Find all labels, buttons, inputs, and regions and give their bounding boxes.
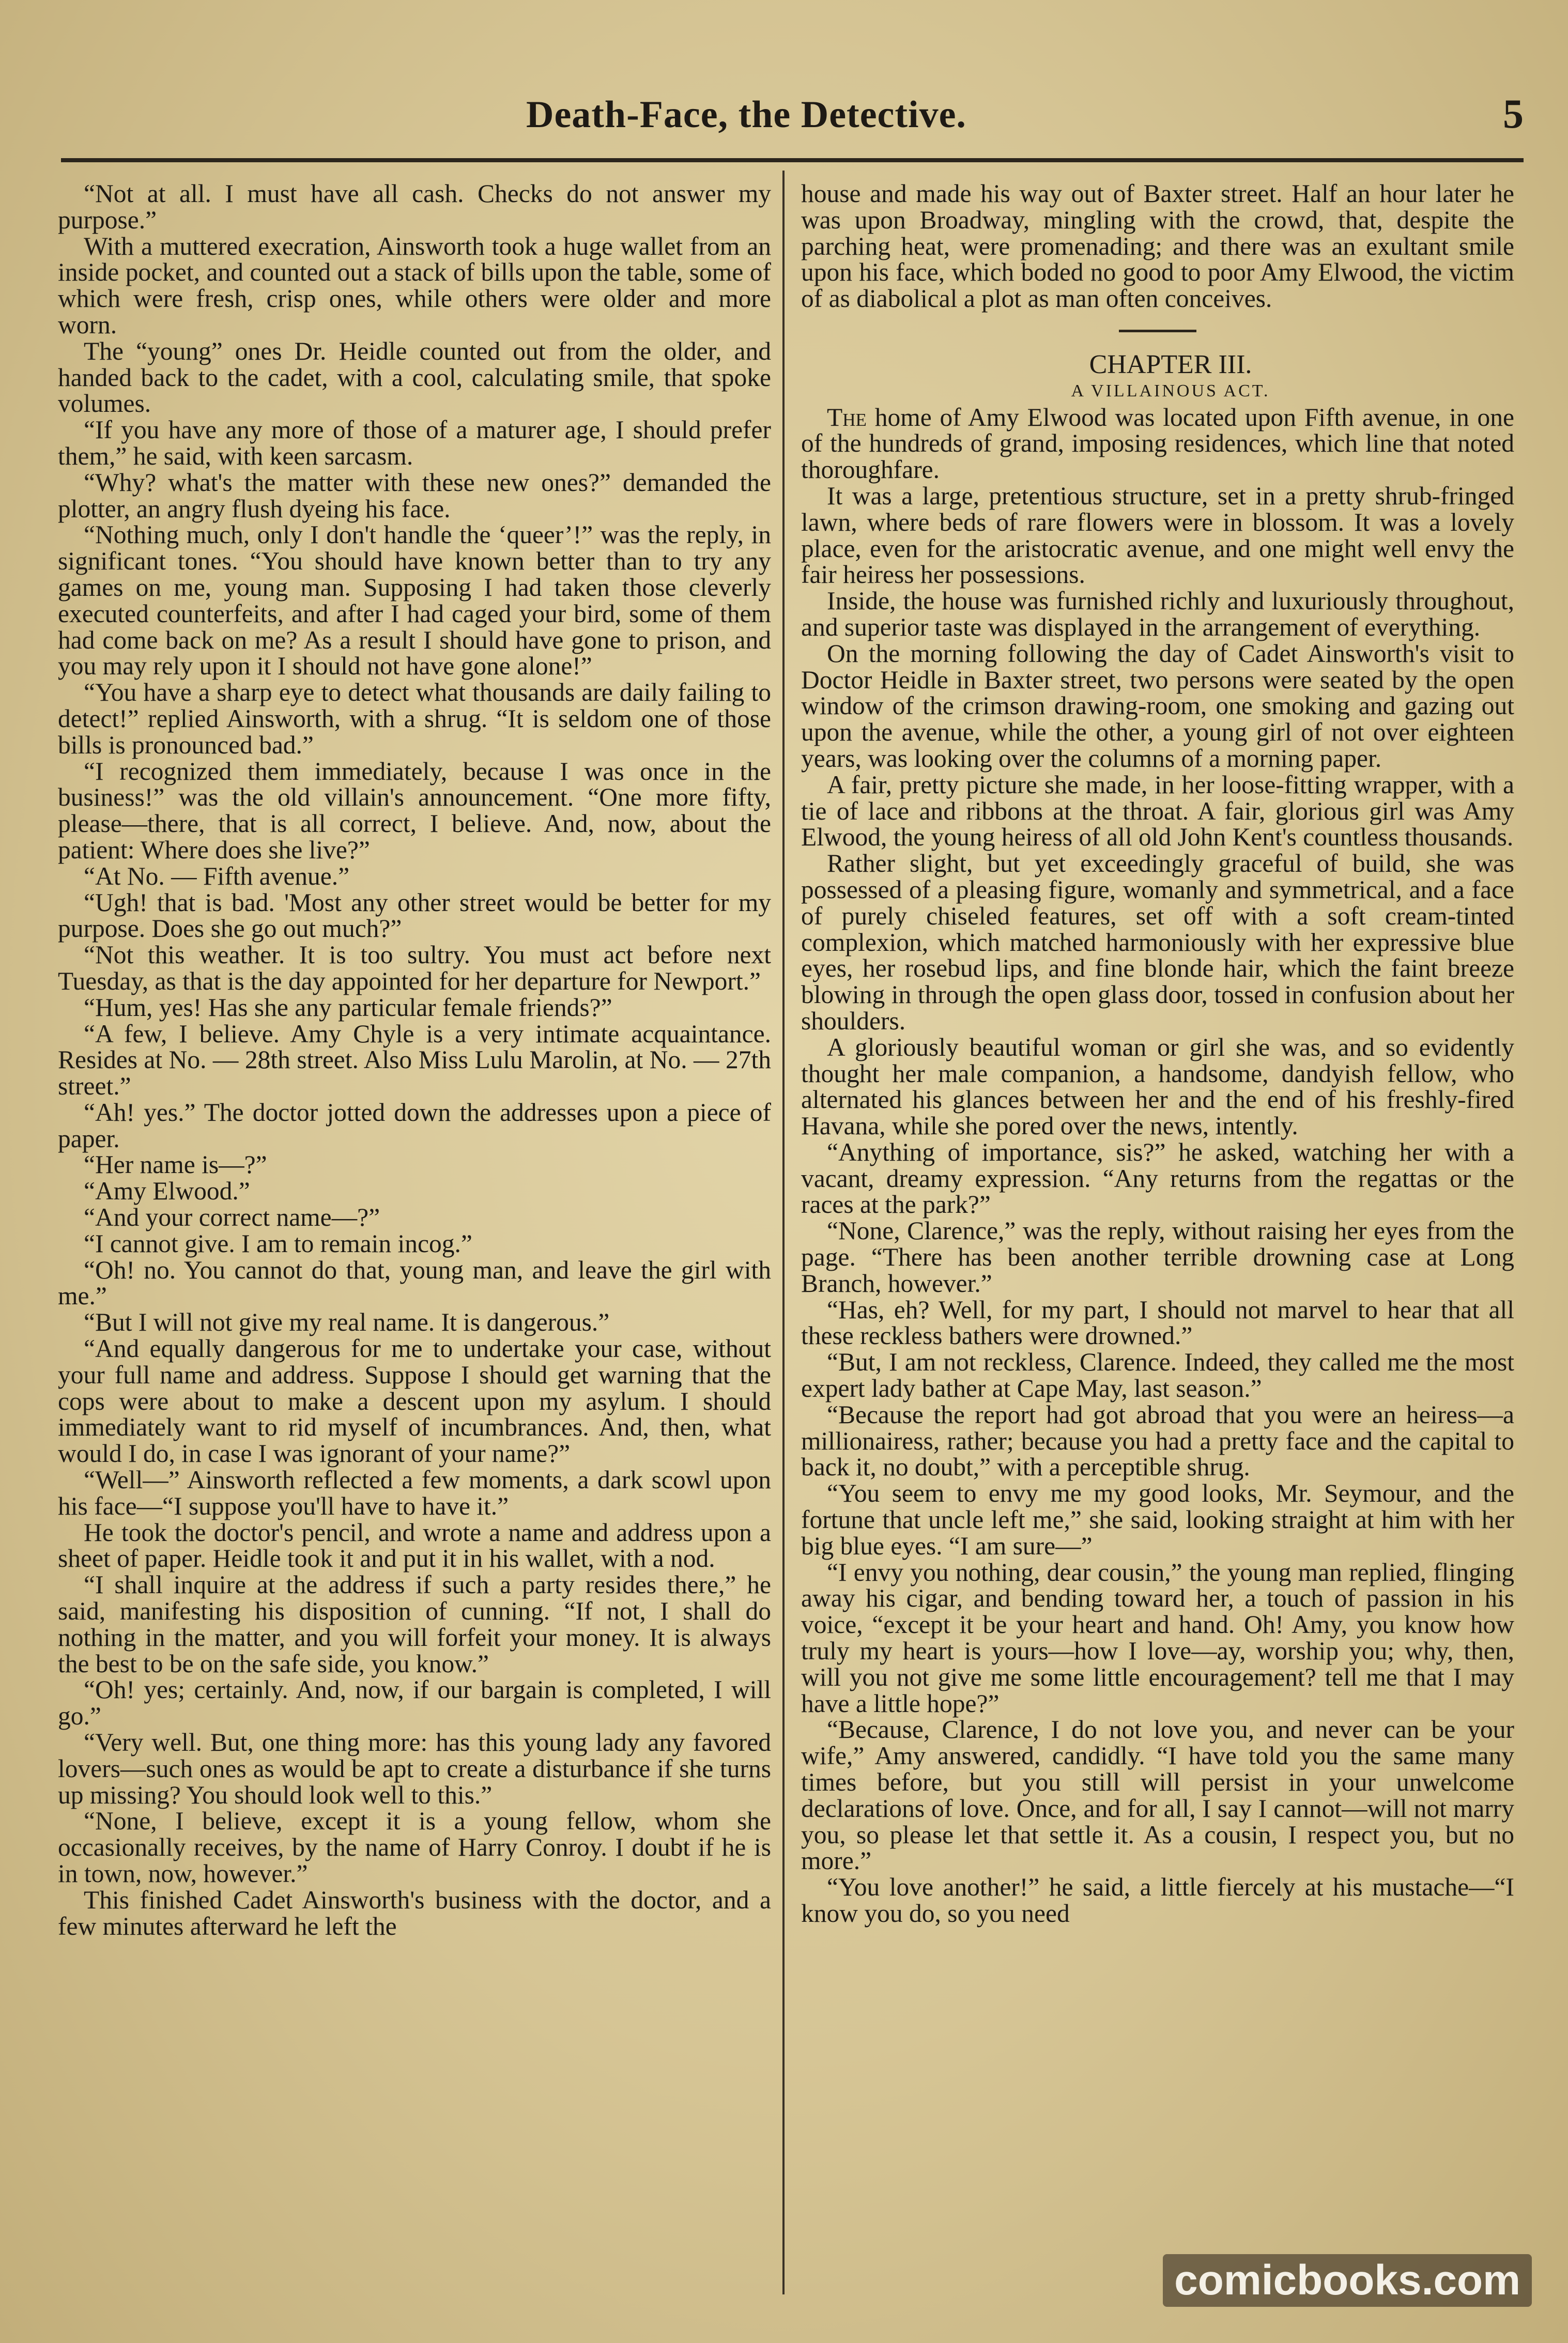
paragraph: On the morning following the day of Cadet Ainsworth's visit to Doctor Heidle in Baxter street, two persons were seated by the open window of the crimson drawing-room, one smoking and gazing out upon the avenue, while the other, a young girl of not over eighteen years, was looking over the columns of a morning paper. bbox=[801, 639, 1514, 773]
chapter-first-paragraph bbox=[801, 405, 1514, 483]
paragraph: “None, I believe, except it is a young fellow, whom she occasionally receives, by the name of Harry Conroy. I doubt if he is in town, now, however.” bbox=[58, 1807, 771, 1888]
running-title: Death-Face, the Detective. bbox=[526, 94, 966, 136]
paragraph: “And your correct name—?” bbox=[84, 1203, 380, 1232]
chapter-subtitle: A VILLAINOUS ACT. bbox=[1071, 381, 1270, 400]
paragraph: It was a large, pretentious structure, set in a pretty shrub-fringed lawn, where beds of rare flowers were in blossom. It was a lovely place, even for the aristocratic avenue, and one might well envy the fair heiress her possessions. bbox=[801, 481, 1514, 589]
paragraph: “I shall inquire at the address if such a party resides there,” he said, manifesting his disposition of cunning. “If not, I shall do nothing in the matter, and you will forfeit your money. It is always the best to be on the safe side, you know.” bbox=[58, 1570, 771, 1678]
paragraph: A fair, pretty picture she made, in her loose-fitting wrapper, with a tie of lace and ribbons at the throat. A fair, glorious girl was Amy Elwood, the young heiress of all old John Kent's countless thousands. bbox=[801, 770, 1514, 852]
column-divider bbox=[782, 171, 785, 2294]
paragraph: “Because, Clarence, I do not love you, and never can be your wife,” Amy answered, candidly. “I have told you the same many times before, but you still will persist in your unwelcome declarations of love. Once, and for all, I say I cannot—will not marry you, so please let that settle it. As a cousin, I respect you, but no more.” bbox=[801, 1715, 1514, 1875]
paragraph: The “young” ones Dr. Heidle counted out from the older, and handed back to the cadet, with a cool, calculating smile, that spoke volumes. bbox=[58, 336, 771, 418]
paragraph: “Anything of importance, sis?” he asked, watching her with a vacant, dreamy expression. “Any returns from the regattas or the races at the park?” bbox=[801, 1137, 1514, 1219]
paragraph: “You love another!” he said, a little fiercely at his mustache—“I know you do, so you need bbox=[801, 1873, 1514, 1928]
paragraph: “Her name is—?” bbox=[84, 1150, 267, 1179]
paragraph: “Well—” Ainsworth reflected a few moments, a dark scowl upon his face—“I suppose you'll have to have it.” bbox=[58, 1466, 771, 1520]
section-rule bbox=[1119, 330, 1196, 332]
paragraph: “Has, eh? Well, for my part, I should not marvel to hear that all these reckless bathers were drowned.” bbox=[801, 1295, 1514, 1350]
chapter-first-word: The bbox=[827, 403, 867, 431]
paragraph: “None, Clarence,” was the reply, without raising her eyes from the page. “There has been another terrible drowning case at Long Branch, however.” bbox=[801, 1216, 1514, 1298]
paragraph: “Ah! yes.” The doctor jotted down the addresses upon a piece of paper. bbox=[58, 1098, 771, 1153]
paragraph: With a muttered execration, Ainsworth took a huge wallet from an inside pocket, and counted out a stack of bills upon the table, some of which were fresh, crisp ones, while others were older and more worn. bbox=[58, 232, 771, 339]
paragraph: “And equally dangerous for me to undertake your case, without your full name and address. Suppose I should get warning that the cops were about to make a descent upon my asylum. I should immediately want to rid myself of incumbrances. And, then, what would I do, in case I was ignorant of your name?” bbox=[58, 1334, 771, 1468]
paragraph: He took the doctor's pencil, and wrote a name and address upon a sheet of paper. Heidle took it and put it in his wallet, with a nod. bbox=[58, 1518, 771, 1573]
paragraph: “Ugh! that is bad. 'Most any other street would be better for my purpose. Does she go out much?” bbox=[58, 888, 771, 943]
paragraph: “At No. — Fifth avenue.” bbox=[84, 861, 350, 890]
paragraph: “Not at all. I must have all cash. Checks do not answer my purpose.” bbox=[58, 181, 771, 234]
watermark: comicbooks.com bbox=[1163, 2254, 1532, 2307]
paragraph: Rather slight, but yet exceedingly graceful of build, she was possessed of a pleasing figure, womanly and symmetrical, and a face of purely chiseled features, set off with a soft cream-tinted complexion, which matched harmoniously with her expressive blue eyes, her rosebud lips, and fine blonde hair, which the faint breeze blowing in through the open glass door, tossed in confusion about her shoulders. bbox=[801, 849, 1514, 1035]
paragraph: “Why? what's the matter with these new ones?” demanded the plotter, an angry flush dyeing his face. bbox=[58, 468, 771, 523]
paragraph: “Amy Elwood.” bbox=[84, 1177, 250, 1206]
page-number: 5 bbox=[1503, 91, 1524, 137]
paragraph: “But, I am not reckless, Clarence. Indeed, they called me the most expert lady bather at Cape May, last season.” bbox=[801, 1348, 1514, 1403]
paragraph: “Oh! yes; certainly. And, now, if our bargain is completed, I will go.” bbox=[58, 1675, 771, 1731]
chapter-first-paragraph-text: home of Amy Elwood was located upon Fifth avenue, in one of the hundreds of grand, imposing residences, which line that noted thoroughfare. bbox=[801, 403, 1514, 484]
paragraph: “A few, I believe. Amy Chyle is a very intimate acquaintance. Resides at No. — 28th street. Also Miss Lulu Marolin, at No. — 27th street.” bbox=[58, 1019, 771, 1101]
paragraph: “Hum, yes! Has she any particular female friends?” bbox=[84, 993, 612, 1022]
page-header bbox=[61, 88, 1524, 155]
paragraph: This finished Cadet Ainsworth's business with the doctor, and a few minutes afterward he left the bbox=[58, 1885, 771, 1940]
paragraph: “Because the report had got abroad that you were an heiress—a millionairess, rather; because you had a pretty face and the capital to back it, no doubt,” with a perceptible shrug. bbox=[801, 1400, 1514, 1482]
paragraph: A gloriously beautiful woman or girl she was, and so evidently thought her male companion, a handsome, dandyish fellow, who alternated his glances between her and the end of his freshly-fired Havana, while she pored over the news, intently. bbox=[801, 1032, 1514, 1140]
paragraph: “But I will not give my real name. It is dangerous.” bbox=[84, 1308, 610, 1337]
paragraph: “Not this weather. It is too sultry. You must act before next Tuesday, as that is the day appointed for her departure for Newport.” bbox=[58, 941, 771, 995]
paragraph: “I envy you nothing, dear cousin,” the young man replied, flinging away his cigar, and bending toward her, a touch of passion in his voice, “except it be your heart and hand. Oh! Amy, you know how truly my heart is yours—how I love—ay, worship you; why, then, will you not give me some little encouragement? tell me that I may have a little hope?” bbox=[801, 1558, 1514, 1718]
paragraph: “You have a sharp eye to detect what thousands are daily failing to detect!” replied Ainsworth, with a shrug. “It is seldom one of those bills is pronounced bad.” bbox=[58, 678, 771, 759]
chapter-title: CHAPTER III. bbox=[1089, 349, 1252, 379]
left-column bbox=[58, 181, 771, 2289]
paragraph: “I cannot give. I am to remain incog.” bbox=[84, 1229, 472, 1258]
paragraph: “If you have any more of those of a maturer age, I should prefer them,” he said, with keen sarcasm. bbox=[58, 415, 771, 470]
paragraph: house and made his way out of Baxter street. Half an hour later he was upon Broadway, mingling with the crowd, that, despite the parching heat, were promenading; and there was an exultant smile upon his face, which boded no good to poor Amy Elwood, the victim of as diabolical a plot as man often conceives. bbox=[801, 181, 1514, 313]
paragraph: “I recognized them immediately, because I was once in the business!” was the old villain's announcement. “One more fifty, please—there, that is all correct, I believe. And, now, about the patient: Where does she live?” bbox=[58, 757, 771, 864]
right-column bbox=[801, 181, 1514, 2289]
paragraph: “Oh! no. You cannot do that, young man, and leave the girl with me.” bbox=[58, 1255, 771, 1311]
header-rule bbox=[61, 158, 1524, 162]
paragraph: Inside, the house was furnished richly and luxuriously throughout, and superior taste was displayed in the arrangement of everything. bbox=[801, 587, 1514, 641]
paragraph: “You seem to envy me my good looks, Mr. Seymour, and the fortune that uncle left me,” she said, looking straight at him with her big blue eyes. “I am sure—” bbox=[801, 1479, 1514, 1560]
paragraph: “Very well. But, one thing more: has this young lady any favored lovers—such ones as would be apt to create a disturbance if she turns up missing? You should look well to this.” bbox=[58, 1728, 771, 1809]
paragraph: “Nothing much, only I don't handle the ‘queer’!” was the reply, in significant tones. “You should have known better than to try any games on me, young man. Supposing I had taken those cleverly executed counterfeits, and after I had caged your bird, some of them had come back on me? As a result I should have gone to prison, and you may rely upon it I should not have gone alone!” bbox=[58, 520, 771, 681]
